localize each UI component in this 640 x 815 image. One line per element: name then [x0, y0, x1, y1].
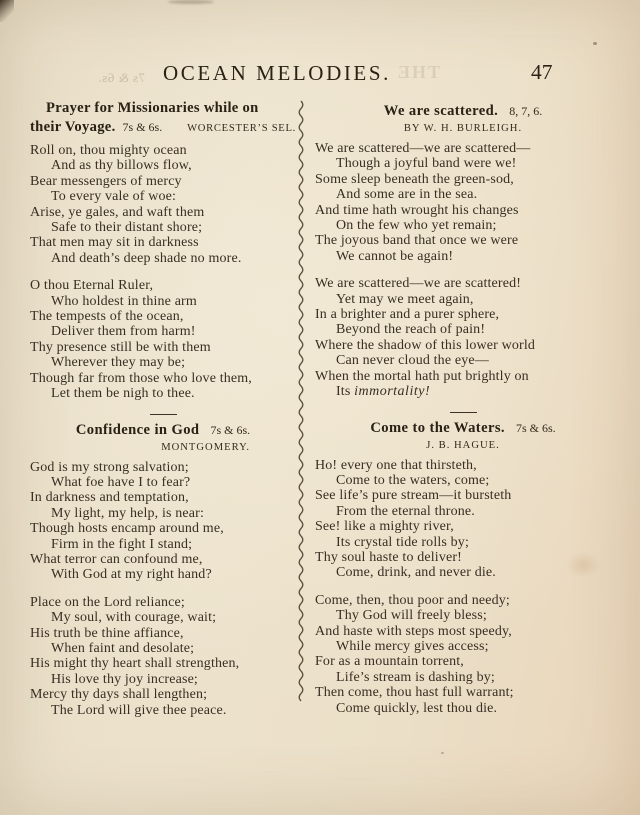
verse-line: And some are in the sea. — [336, 187, 478, 203]
verse-line: And time hath wrought his changes — [315, 202, 519, 218]
hymn-meter: 7s & 6s. — [210, 422, 251, 437]
verse-line: And as thy billows flow, — [51, 158, 192, 174]
verse-line: Thy presence still be with them — [30, 339, 211, 355]
stanza — [315, 593, 611, 716]
hymn-title-line — [315, 102, 611, 120]
page-title: OCEAN MELODIES. — [163, 61, 391, 85]
verse-line: And death’s deep shade no more. — [51, 250, 242, 266]
verse-line: When faint and desolate; — [51, 640, 195, 656]
verse-line: Though a joyful band were we! — [336, 156, 517, 172]
verse-line: Yet may we meet again, — [336, 291, 474, 307]
hymn-confidence-in-god — [30, 421, 296, 719]
hymn-title: their Voyage. — [30, 119, 116, 135]
hymn-title: Come to the Waters. — [370, 419, 505, 436]
verse-line: Its crystal tide rolls by; — [336, 534, 469, 550]
verse-line: His truth be thine affiance, — [30, 625, 184, 641]
section-rule — [150, 414, 177, 415]
verse-line: That men may sit in darkness — [30, 235, 199, 251]
paper-speck — [593, 42, 597, 45]
hymn-title-line — [315, 419, 611, 437]
verse-line: Come, then, thou poor and needy; — [315, 592, 510, 608]
hymn-attribution: MONTGOMERY. — [161, 441, 250, 453]
hymn-attribution: BY W. H. BURLEIGH. — [403, 123, 523, 134]
verse-line: Deliver them from harm! — [51, 324, 196, 340]
bleed-through-text: THE — [396, 62, 441, 82]
verse-line: Can never cloud the eye— — [336, 353, 489, 369]
verse-line: God is my strong salvation; — [30, 459, 189, 475]
verse-line: Who holdest in thine arm — [51, 293, 197, 309]
verse-line: Come, drink, and never die. — [336, 565, 496, 581]
verse-line: We are scattered—we are scattered! — [315, 276, 522, 292]
verse-line: Wherever they may be; — [51, 355, 186, 371]
verse-line: With God at my right hand? — [51, 567, 212, 583]
verse-line: Then come, thou hast full warrant; — [315, 685, 514, 701]
stanza — [315, 141, 611, 264]
left-column — [30, 100, 296, 730]
verse-line: What terror can confound me, — [30, 551, 203, 567]
verse-line: Thy God will freely bless; — [336, 608, 487, 624]
paper-speck — [441, 752, 444, 754]
stanza — [30, 278, 296, 401]
column-divider-wavy-rule — [297, 100, 305, 704]
stanza — [315, 458, 611, 581]
verse-line: And haste with steps most speedy, — [315, 623, 512, 639]
verse-line: The joyous band that once we were — [315, 233, 519, 249]
verse-line: Some sleep beneath the green-sod, — [315, 171, 514, 187]
hymn-attribution: J. B. HAGUE. — [426, 439, 500, 451]
verse-line: Let them be nigh to thee. — [51, 386, 195, 402]
scan-corner-mark — [0, 0, 14, 22]
stanza — [30, 143, 296, 266]
verse-line: On the few who yet remain; — [336, 218, 497, 234]
verse-line: While mercy gives access; — [336, 638, 489, 654]
stanza — [315, 276, 611, 399]
hymn-meter: 7s & 6s. — [122, 120, 163, 134]
hymn-prayer-for-missionaries — [30, 100, 296, 402]
hymn-attribution: WORCESTER’S SEL. — [187, 123, 296, 134]
verse-line: Come to the waters, come; — [336, 472, 490, 488]
verse-line: The tempests of the ocean, — [30, 309, 184, 325]
verse-line: See! like a mighty river, — [315, 519, 454, 535]
hymn-stanzas — [30, 143, 296, 402]
hymn-meter: 8, 7, 6. — [509, 104, 543, 118]
verse-line: To every vale of woe: — [51, 189, 177, 205]
verse-line: For as a mountain torrent, — [315, 654, 464, 670]
bleed-through-text: 7s & 6s. — [98, 70, 145, 85]
hymn-come-to-the-waters — [315, 419, 611, 717]
verse-line: In a brighter and a purer sphere, — [315, 307, 500, 323]
section-rule — [450, 412, 477, 413]
hymn-we-are-scattered — [315, 102, 611, 400]
verse-line: Safe to their distant shore; — [51, 220, 203, 236]
verse-line: Firm in the fight I stand; — [51, 536, 193, 552]
verse-line: Roll on, thou mighty ocean — [30, 143, 187, 158]
verse-line: When the mortal hath put brightly on — [315, 368, 529, 384]
verse-line: Arise, ye gales, and waft them — [30, 204, 205, 220]
hymn-title: Prayer for Missionaries while on — [46, 100, 259, 116]
verse-line: Life’s stream is dashing by; — [336, 669, 495, 685]
verse-line: Where the shadow of this lower world — [315, 337, 536, 353]
verse-line: We cannot be again! — [336, 248, 454, 264]
hymn-title-line2 — [30, 119, 296, 136]
page-number: 47 — [531, 60, 553, 84]
verse-line: Bear messengers of mercy — [30, 173, 182, 189]
verse-line: From the eternal throne. — [336, 503, 475, 519]
verse-line: Its immortality! — [336, 384, 431, 400]
hymn-title: Confidence in God — [75, 421, 200, 438]
verse-line: Beyond the reach of pain! — [336, 322, 486, 338]
verse-line: My soul, with courage, wait; — [51, 610, 217, 626]
verse-line: The Lord will give thee peace. — [51, 702, 227, 718]
verse-line: His might thy heart shall strengthen, — [30, 656, 240, 672]
verse-line: O thou Eternal Ruler, — [30, 278, 154, 294]
verse-line: Ho! every one that thirsteth, — [315, 457, 477, 473]
right-column — [315, 100, 611, 728]
verse-line: Thy soul haste to deliver! — [315, 549, 462, 565]
verse-line: Come quickly, lest thou die. — [336, 700, 498, 716]
hymn-stanzas — [315, 458, 611, 717]
stanza — [30, 460, 296, 583]
hymn-title: We are scattered. — [383, 103, 499, 119]
verse-line: My light, my help, is near: — [51, 505, 204, 521]
verse-line: In darkness and temptation, — [30, 490, 189, 506]
hymn-stanzas — [315, 141, 611, 400]
verse-line: Mercy thy days shall lengthen; — [30, 687, 208, 703]
stanza — [30, 595, 296, 718]
verse-line: See life’s pure stream—it bursteth — [315, 488, 512, 504]
verse-line: Though hosts encamp around me, — [30, 521, 224, 537]
verse-line: What foe have I to fear? — [51, 474, 191, 490]
verse-line: We are scattered—we are scattered— — [315, 141, 531, 156]
hymn-title-line — [30, 421, 296, 439]
verse-line: His love thy joy increase; — [51, 671, 198, 687]
hymn-stanzas — [30, 460, 296, 719]
hymn-meter: 7s & 6s. — [515, 420, 556, 435]
verse-line: Though far from those who love them, — [30, 370, 252, 386]
scan-smudge — [168, 0, 214, 4]
verse-line: Place on the Lord reliance; — [30, 594, 185, 610]
